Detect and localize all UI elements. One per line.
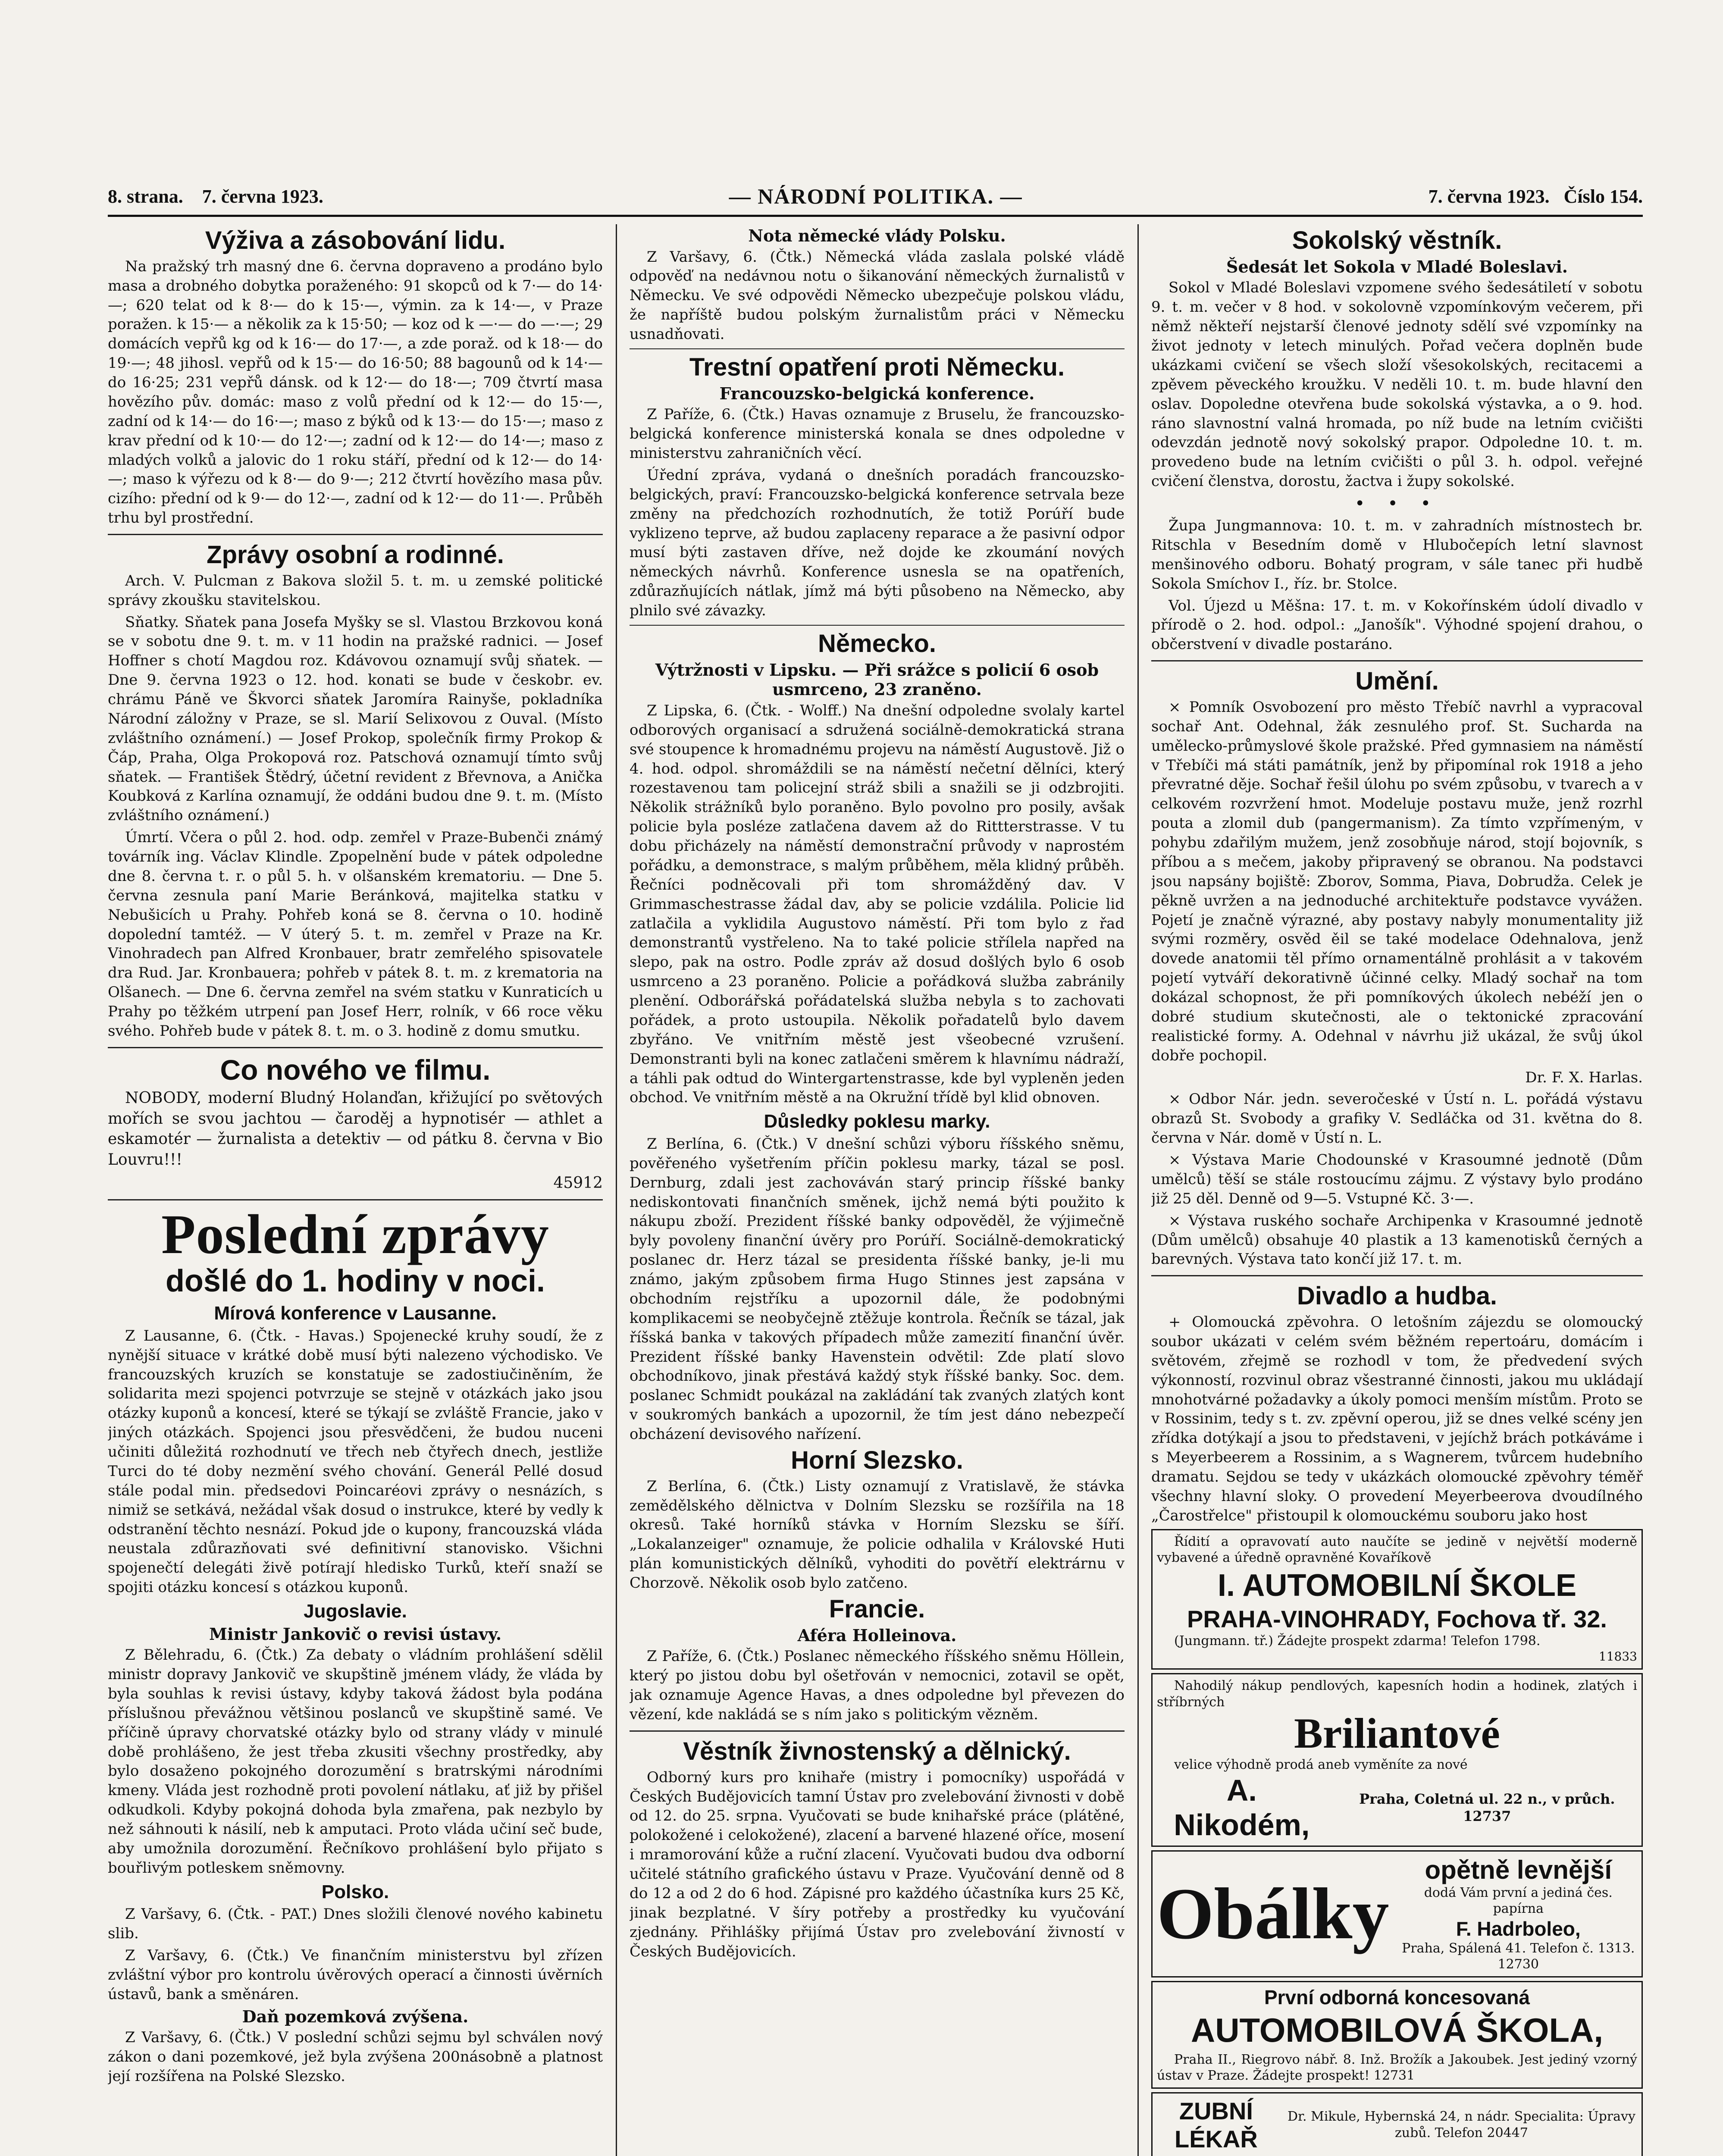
article-text: × Výstava Marie Chodounské v Krasoumné jednotě (Dům umělců) těší se stále rostoucímu zájmu. Z výstavy bylo prodáno již 25 děl. Denně od 9—5. Vstupné Kč. 3·—. — [1151, 1151, 1643, 1207]
article-text: Vol. Újezd u Měšna: 17. t. m. v Kokořínském údolí divadlo v přírodě o 2. hod. odpol.: „Janošík". Výhodné spojení drahou, o občerstvení v divadle postaráno. — [1151, 597, 1643, 653]
ad-text: Řídití a opravovatí auto naučíte se jedině v největší moderně vybavené a úředně opravněné Kovaříkově — [1157, 1534, 1637, 1566]
article-heading: Divadlo a hudba. — [1297, 1282, 1497, 1310]
article-text: Z Lipska, 6. (Čtk. - Wolff.) Na dnešní odpoledne svolaly kartel odborových organisací a sdružená sociálně-demokratická strana své stoupence k hromadnému projevu na náměstí Augustově. Již o 4. hod. odpol. shromáždili se na náměstí nečetní dělníci, který rozestavenou tam policejní stráž sbili a snažili se ji odzbrojiti. Několik strážníků bylo poraněno. Bylo povolno pro posily, avšak policie byla posléze zatlačena davem až do Rittterstrasse. V tu dobu přicházely na náměstí demonstrační průvody v naprostém pořádku, a demonstrace, s malým průběhem, měla klidný průběh. Řečníci podněcovali při tom shromážděný dav. V Grimmaschestrasse žádal dav, aby se policie vzdálila. Policie lid zatlačila a vyklidila Augustovo náměstí. Při tom bylo z řad demonstrantů vystřeleno. Na to také policie střílela napřed na slepo, pak na ostro. Podle zpráv až dosud došlých bylo 6 osob usmrceno a 23 poraněno. Policie a pořádková služba zabránily plenění. Odborářská pořádatelská služba nebyla s to zachovati pořádek, a proto ustoupila. Několik pořadatelů bylo davem zbyřáno. Ve vnitřním městě jest všeobecné vzrušení. Demonstranti byli na konec zatlačeni směrem k hlavnímu nádraží, a táhli pak odtud do Wintergartenstrasse, kde byl vypleněn jeden obchod. Ve vnitřním městě a na Okružní třídě byl klid obnoven. — [630, 702, 1125, 1106]
article-text: Z Lausanne, 6. (Čtk. - Havas.) Spojenecké kruhy soudí, že z nynější situace v krátké době musí býti nalezeno východisko. Ve francouzských kruzích se konstatuje se zadostiučiněním, že solidarita mezi spojenci potvrzuje se stejně v otázkách jako jsou otázky kuponů a koncesí, které se týkají se zvláště Francie, jako v jiných otázkách. Spojenci jsou přesvědčeni, že budou nuceni učiniti důležitá rozhodnutí ve třech neb čtyřech dnech, jestliže Turci do té doby nezmění svého chování. Generál Pellé dosud stále podal min. předsedovi Poincaréovi zprávy o nesnázích, s nimiž se setkává, nežádal však dosud o instrukce, které by vedly k odstranění těchto nesnází. Pokud jde o kupony, francouzská vláda neustala zdůrazňovati své definitivní stanovisko. Všichni spojenečtí delegáti živě potírají hledisko Turků, kteří snaží se spojiti otázku koncesí s otázkou kuponů. — [108, 1327, 603, 1596]
article-text: Z Berlína, 6. (Čtk.) Listy oznamují z Vratislavě, že stávka zemědělského dělnictva v Dolním Slezsku se rozšířila na 18 okresů. Také horníků stávka v Horním Slezsku se šíří. „Lokalanzeiger" oznamuje, že policie odhalila v Královské Huti plán komunistických dělníků, vyhoditi do povětří elektrárnu v Chorzově. Několik osob bylo zatčeno. — [630, 1477, 1125, 1592]
divider — [108, 534, 603, 535]
article-heading: Důsledky poklesu marky. — [764, 1111, 990, 1132]
ad-address: Praha II., Riegrovo nábř. 8. Inž. Brožík a Jakoubek. Jest jediný vzorný ústav v Praze. Žádejte prospekt! 12731 — [1157, 2052, 1637, 2084]
article-text: × Odbor Nár. jedn. severočeské v Ústí n. L. pořádá výstavu obrazů St. Svobody a grafiky V. Sedláčka od 31. května do 8. června v Nár. domě v Ústí n. L. — [1151, 1091, 1643, 1147]
column-middle — [630, 224, 1125, 2156]
article-text: Z Berlína, 6. (Čtk.) V dnešní schůzi výboru říšského sněmu, pověřeného vyšetřením příčin poklesu marky, tázal se posl. Dernburg, zdali jest zachováván starý princip říšské banky nediskontovati finančních směnek, ijchž nemá býti použito k nákupu zboží. Prezident říšské banky odpověděl, že výjimečně byly povoleny finanční úvěry pro Porúří. Sociálně-demokratický poslanec dr. Herz tázal se presidenta říšské banky, je-li mu známo, jakým způsobem firma Hugo Stinnes jest zapsána v obchodním rejstříku a upozornil dále, že podobnými komplikacemi se neobyčejně ztěžuje kontrola. Řečník se tázal, jak říšská banka v takových případech může zamezití finanční úvěr. Prezident říšské banky Havenstein odvětil: Zde platí slovo obchodníkovo, jinak přestává každý styk říšské banky. Soc. dem. poslanec Schmidt poukázal na zakládání tak zvaných zlatých kont v soukromých bankách a upozornil, že tím jest dáno nebezpečí obcházení devisového nařízení. — [630, 1135, 1125, 1443]
article-heading: Jugoslavie. — [304, 1601, 407, 1622]
ad-dentist — [1151, 2092, 1643, 2156]
column-divider — [616, 224, 617, 2156]
ad-address: Praha, Coletná ul. 22 n., v průch. 12737 — [1359, 1790, 1615, 1824]
ad-firm: F. Hadrboleo, — [1456, 1917, 1581, 1940]
ad-text: Dr. Mikule, Hybernská 24, n nádr. Specialita: Úpravy zubů. Telefon 20447 — [1287, 2109, 1635, 2140]
ad-side — [1400, 1855, 1637, 1973]
article-text: Z Paříže, 6. (Čtk.) Havas oznamuje z Bruselu, že francouzsko-belgická konference ministerská konala se dnes odpoledne v ministerstvu zahraničních věcí. — [630, 406, 1125, 462]
date-right: 7. června 1923. — [1428, 185, 1550, 207]
ad-brand: Briliantové — [1294, 1709, 1500, 1758]
ad-address: PRAHA-VINOHRADY, Fochova tř. 32. — [1187, 1605, 1607, 1633]
article-subheading: Ministr Jankovič o revisi ústavy. — [209, 1624, 502, 1644]
ad-text: Nahodilý nákup pendlových, kapesních hodin a hodinek, zlatých i stříbrných — [1157, 1678, 1637, 1710]
article-heading: Francie. — [829, 1595, 925, 1623]
article-text: Úmrtí. Včera o půl 2. hod. odp. zemřel v Praze-Bubenči známý továrník ing. Václav Klindle. Zpopelnění bude v pátek odpoledne dne 8. června t. r. o půl 5. h. v olšanském krematoriu. — Dne 5. června zesnula paní Marie Beránková, majitelka statku v Nebušicích u Prahy. Pohřeb koná se 8. června o 10. hodině dopolední tamtéž. — V úterý 5. t. m. zemřel v Praze na Kr. Vinohradech pan Alfred Kronbauer, bratr zemřelého spisovatele dra Rud. Jar. Kronbauera; pohřeb v pátek 8. t. m. z krematoria na Olšanech. — Dne 6. června zemřel na svém statku v Kunraticích u Prahy po těžkém utrpení pan Josef Herr, rolník, v 66 roce věku svého. Pohřeb bude v pátek 8. t. m. o 3. hodině z domu smutku. — [108, 829, 603, 1040]
ad-automobile-school — [1151, 1529, 1643, 1670]
date-left: 7. června 1923. — [202, 185, 323, 207]
article-subheading: Výtržnosti v Lipsku. — Při srážce s policií 6 osob usmrceno, 23 zraněno. — [655, 660, 1099, 699]
ad-address: Praha, Spálená 41. Telefon č. 1313. 12730 — [1402, 1940, 1635, 1972]
ad-text: (Jungmann. tř.) Žádejte prospekt zdarma! Telefon 1798. — [1174, 1633, 1541, 1648]
ad-text: velice výhodně prodá aneb vyměníte za nové — [1174, 1757, 1468, 1773]
ad-code: 11833 — [1598, 1649, 1637, 1664]
article-text: Z Varšavy, 6. (Čtk.) Německá vláda zaslala polské vládě odpověď na nedávnou notu o šikanování německých žurnalistů v Německu. Ve své odpovědi Německo ubezpečuje polskou vládu, že napříště budou polským žurnalistům práci v Německu usnadňovati. — [630, 248, 1125, 343]
article-text: × Pomník Osvobození pro město Třebíč navrhl a vypracoval sochař Ant. Odehnal, žák zesnulého prof. St. Sucharda na umělecko-průmyslové škole pražské. Před gymnasiem na náměstí v Třebíči má státi památník, jenž by připomínal rok 1918 a jeho převratné děje. Sochař řešil úlohu po svém způsobu, v tvarech a v celkovém rozvržení hmot. Modeluje postavu muže, jenž rozrhl pouta a zlomil dub (pangermanism). Za tímto vzpřímeným, v pohybu zdařilým mužem, jenž zosobňuje národ, stojí bojovník, s příbou a s mečem, jakoby připravený se obranou. Na podstavci jsou napsány bojiště: Zborov, Somma, Piava, Dobrudža. Celek je pěkně uvržen a na jednoduché architektuře podstavce vyvážen. Pojetí je značně výrazné, aby postavy nabyly monumentality již svými rozměry, osvěd ěil se také modelace Odehnalova, jenž dovede anatomii těl přímo ornamentálně prohlásit a v takovém pojetí vytváří dekorativně účinné celky. Mladý sochař na tom dokázal schopnost, že při pomníkových úkolech nebéží jen o dobré studium skutečnosti, ale o tektonické zpracování realistické formy. A. Odehnal v návrhu již ukázal, že svůj úkol dobře pochopil. — [1151, 698, 1643, 1064]
article-text: × Výstava ruského sochaře Archipenka v Krasoumné jednotě (Dům umělců) obsahuje 40 plastik a 13 kamenotisků černých a barevných. Výstava tato končí již 17. t. m. — [1151, 1212, 1643, 1268]
header-left — [108, 185, 323, 207]
ad-text: dodá Vám první a jediná čes. papírna — [1424, 1885, 1613, 1917]
article-heading: Sokolský věstník. — [1292, 226, 1502, 254]
ad-row — [1157, 2097, 1637, 2153]
article-text: Z Paříže, 6. (Čtk.) Poslanec německého říšského sněmu Höllein, který po jistou dobu byl ošetřován v nemocnici, zotavil se opět, jak oznamuje Agence Havas, a dnes odpoledne byl převezen do vězení, kde nakládá se s ním jako s politickým vězněm. — [630, 1648, 1125, 1723]
article-subheading: Francouzsko-belgická konference. — [719, 383, 1035, 403]
dot-separator: • • • — [1354, 494, 1440, 514]
article-text: NOBODY, moderní Bludný Holanďan, křižující po světových mořích se svou jachtou — čaroděj a hypnotisér — athlet a eskamotér — žurnalista a detektiv — od pátku 8. června v Bio Louvru!!! — [108, 1089, 603, 1169]
divider — [630, 348, 1125, 349]
article-heading: Zprávy osobní a rodinné. — [207, 541, 504, 569]
article-subheading: Šedesát let Sokola v Mladé Boleslavi. — [1226, 257, 1568, 276]
signature: Dr. F. X. Harlas. — [1525, 1069, 1643, 1086]
ad-title: AUTOMOBILOVÁ ŠKOLA, — [1190, 2011, 1604, 2049]
header-right — [1429, 185, 1643, 207]
newspaper-title: — NÁRODNÍ POLITIKA. — — [729, 184, 1023, 208]
article-text: Úřední zpráva, vydaná o dnešních poradách francouzsko-belgických, praví: Francouzsko-belgická konference setrvala beze změny na předchozích rozhodnutích, že totiž Porúří bude vyklizeno teprve, až budou zaplaceny reparace a že pasivní odpor musí býti zastaven dříve, než dojde ke zkoumání nových německých návrhů. Konference usnesla se na opatřeních, zdůrazňujících nátlak, jímž má býti působeno na Německo, aby plnilo své závazky. — [630, 466, 1125, 620]
article-text: Arch. V. Pulcman z Bakova složil 5. t. m. u zemské politické správy zkoušku stavitelskou. — [108, 572, 603, 609]
ad-title: ZUBNÍ LÉKAŘ — [1174, 2097, 1258, 2153]
divider — [1151, 1275, 1643, 1276]
section-banner-sub: došlé do 1. hodiny v noci. — [165, 1264, 545, 1299]
ad-title: I. AUTOMOBILNÍ ŠKOLE — [1217, 1568, 1576, 1603]
column-divider — [1137, 224, 1139, 2156]
page-header — [108, 181, 1643, 211]
issue-number: Číslo 154. — [1563, 185, 1643, 207]
film-notice — [108, 1054, 603, 1193]
ad-heading: První odborná koncesovaná — [1264, 1986, 1530, 2009]
article-text: Z Varšavy, 6. (Čtk.) Ve finančním ministerstvu byl zřízen zvláštní výbor pro kontrolu úvěrových operací a činnosti úvěrních ústavů, bank a směnáren. — [108, 1947, 603, 2003]
article-heading: Polsko. — [321, 1881, 389, 1902]
article-text: Na pražský trh masný dne 6. června dopraveno a prodáno bylo masa a drobného dobytka poraženého: 91 skopců od k 7·— do 14·—; 620 telat od k 8·— do k 15·—, výmin. za k 14·—, v Praze poražen. k 15·— a několik za k 15·50; — koz od k —·— do —·—; 29 domácích vepřů kg od k 16·— do 17·—, a zde poraž. od k 18·— do 19·—; 48 jihosl. vepřů od k 15·— do 16·50; 88 bagounů od k 14·— do 16·25; 231 vepřů dánsk. od k 12·— do 18·—; 709 čtvrtí masa hovězího pův. domác: maso z volů přední od k 12·— do 15·—, zadní od k 14·— do 16·—; maso z býků od k 13·— do 15·—; maso z krav přední od k 10·— do 12·—; zadní od k 12·— do 14·—; maso z mladých volků a jalovic do 1 roku stáří, přední od k 12·— do 14·—; maso k výřezu od k 8·— do 9·—; 212 čtvrtí hovězího masa pův. cizího: přední od k 9·— do 12·—, zadní od k 12·— do 11·—. Průběh trhu byl prostřední. — [108, 257, 603, 527]
article-heading: Horní Slezsko. — [791, 1446, 963, 1474]
article-heading: Mírová konference v Lausanne. — [214, 1303, 497, 1324]
article-text: Z Varšavy, 6. (Čtk.) V poslední schůzi sejmu byl schválen nový zákon o dani pozemkové, jež byla zvýšena 200násobně a platnost její rozšířena na Polské Slezsko. — [108, 2029, 603, 2085]
column-left — [108, 224, 603, 2156]
article-heading: Výživa a zásobování lidu. — [205, 226, 506, 254]
ad-slogan: opětně levnější — [1425, 1855, 1612, 1884]
article-text: Odborný kurs pro knihaře (mistry i pomocníky) uspořádá v Českých Budějovicích tamní Ústav pro zvelebování živnosti v době od 12. do 25. srpna. Vyučovati se bude knihařské práce (plátěné, polokožené i celokožené), zlacení a barvené hlazené oříce, mosení i mramorování kůže a ruční zlacení. Vyučovati budou dva odborní učitelé státního grafického ústavu v Praze. Vyučování denně od 8 do 12 a od 2 do 6 hod. Zápisné pro každého účastníka kurs 25 Kč, jinak bezplatné. V šíry potřeby a prostředky ku vyučování zjednány. Přihlášky přijímá Ústav pro zvelebování živností v Českých Budějovicích. — [630, 1768, 1125, 1960]
article-text: + Olomoucká zpěvohra. O letošním zájezdu se olomoucký soubor ukázati v celém svém běžném repertoáru, domácím i světovém, zřejmě se rozhodl v tom, že předvedení svých výkonností, rozvinul obraz všestranné činnosti, jakou mu ukládají mnohotvárné požadavky a úkoly pomoci menším místům. Proto se v Rossinim, tedy s t. zv. zpěvní operou, již se dnes velké scény jen zřídka dotýkají a jsou to představeni, v jejíchž brách potkáváme i s Meyerbeerem a Rossinim, a s Wagnerem, tvůrcem hudebního dramatu. Sejdou se tedy v ukázkách olomoucké zpěvohry téměř všechny hlavní sloky. O provedení Meyerbeerova dvoudílného „Čarostřelce" přistoupil k olomouckému souboru jako host — [1151, 1313, 1643, 1524]
ad-firm-row — [1157, 1773, 1637, 1842]
ad-automobile-school-2 — [1151, 1981, 1643, 2089]
divider — [630, 625, 1125, 626]
article-heading: Nota německé vlády Polsku. — [748, 226, 1006, 245]
divider — [630, 1730, 1125, 1732]
header-rule — [108, 215, 1643, 217]
divider — [108, 1199, 603, 1200]
article-heading: Co nového ve filmu. — [220, 1053, 491, 1086]
section-banner: Poslední zprávy — [161, 1203, 549, 1266]
ad-brand: Obálky — [1157, 1873, 1389, 1955]
divider — [1151, 660, 1643, 661]
article-text: Sokol v Mladé Boleslavi vzpomene svého šedesátiletí v sobotu 9. t. m. večer v 8 hod. v sokolovně vzpomínkovým večerem, při němž někteří nejstarší členové jednoty sdělí své vzpomínky na život jednoty v letech minulých. Pořad večera doplněn bude ukázkami cvičení se všech složí všesokolských, recitacemi a zpěvem pěveckého kroužku. V neděli 10. t. m. bude hlavní den oslav. Dopoledne otevřena bude sokolská výstavka, a o 9. hod. ráno slavnostní valná hromada, po níž bude na letním cvičišti odevzdán jednotě nový sokolský prapor. Odpoledne 10. t. m. provedeno bude na letním cvičišti o půl 3. h. odpol. veřejné cvičení členstva, dorostu, žactva i župy sokolské. — [1151, 279, 1643, 490]
article-text: Župa Jungmannova: 10. t. m. v zahradních místnostech br. Ritschla v Besedním domě v Hlubočepích letní slavnost menšinového odboru. Bohatý program, v sále tanec při hudbě Sokola Smíchov I., říz. br. Stolce. — [1151, 517, 1643, 592]
article-heading: Německo. — [818, 629, 937, 658]
ad-envelopes — [1151, 1850, 1643, 1977]
article-heading: Umění. — [1355, 667, 1439, 696]
article-heading: Trestní opatření proti Německu. — [689, 353, 1065, 381]
article-text: Z Varšavy, 6. (Čtk. - PAT.) Dnes složili členové nového kabinetu slib. — [108, 1905, 603, 1943]
ad-diamonds — [1151, 1673, 1643, 1847]
page-number: 8. strana. — [108, 185, 183, 207]
article-subheading: Aféra Holleinova. — [797, 1625, 957, 1645]
article-text: Z Bělehradu, 6. (Čtk.) Za debaty o vládním prohlášení sdělil ministr dopravy Jankovič ve skupštině jménem vlády, že vláda by byla souhlas k revisi ústavy, kdyby taková žádost byla podána příslušnou převážnou většinou poslanců ve skupštině samé. Ve příčině úpravy chorvatské otázky bylo od strany vlády v minulé době prohlášeno, že jest třeba zkusiti všechny prostředky, aby bylo dosaženo pokojného dorozumění s bratrskými národními kmeny. Vláda jest rozhodně proti povolení nátlaku, ať již by přišel odkudkoli. Kdyby pokojná dohoda byla zmařena, pak nezbylo by než sáhnouti k násilí, neb k amputaci. Proto vláda učiní seč bude, aby umožnila dorozumění. Řečníkovo prohlášení bylo přijato s bouřlivým potleskem sněmovny. — [108, 1646, 603, 1877]
ad-brand-row — [1157, 1855, 1637, 1973]
newspaper-page — [108, 181, 1643, 2156]
divider — [108, 1047, 603, 1048]
article-text: Sňatky. Sňatek pana Josefa Myšky se sl. Vlastou Brzkovou koná se v sobotu dne 9. t. m. v 11 hodin na pražské radnici. — Josef Hoffner s chotí Magdou roz. Kdávovou oznamují svůj sňatek. — Dne 9. června 1923 o 12. hod. konati se bude v českobr. ev. chrámu Páně ve Škvorci sňatek Jaromíra Rainyše, pokladníka Národní záložny v Praze, se sl. Marií Selixovou z Ouval. (Místo zvláštního oznámení.) — Josef Prokop, společník firmy Prokop & Čáp, Praha, Olga Prokopová roz. Patschová oznamují tímto svůj sňatek. — František Štědrý, účetní revident z Břevnova, a Anička Koubková z Karlína oznamují, že oddáni budou dne 9. t. m. (Místo zvláštního oznámení.) — [108, 613, 603, 824]
article-subheading: Daň pozemková zvýšena. — [242, 2006, 469, 2026]
article-heading: Věstník živnostenský a dělnický. — [683, 1737, 1071, 1765]
ad-code: 45912 — [553, 1174, 603, 1192]
column-right — [1151, 224, 1643, 2156]
ad-firm: A. Nikodém, — [1174, 1773, 1310, 1842]
